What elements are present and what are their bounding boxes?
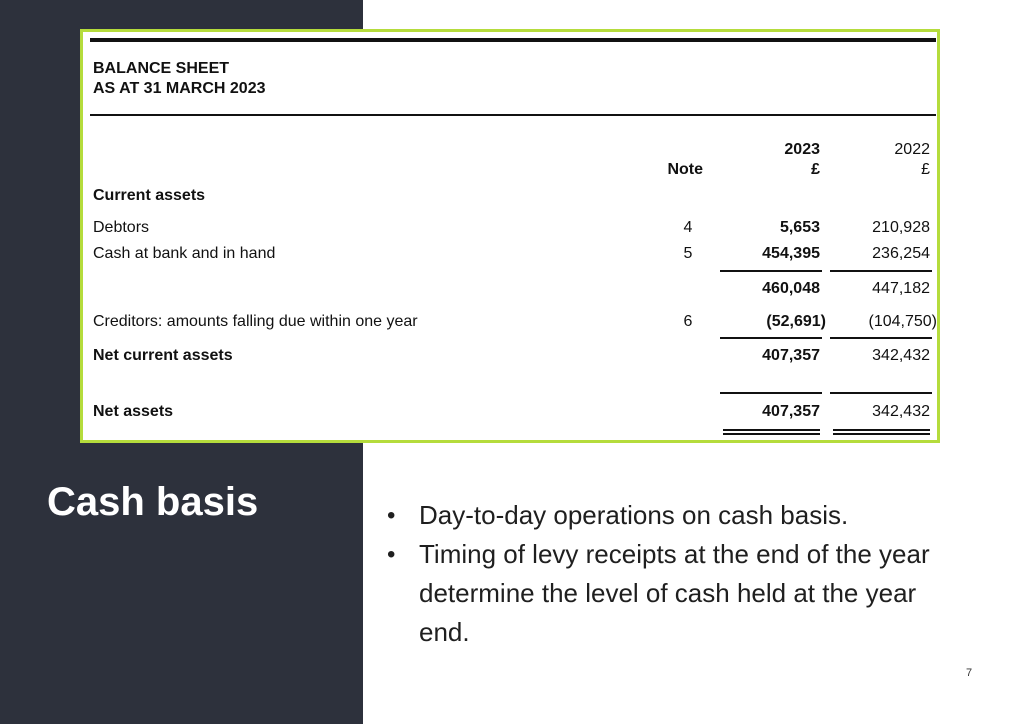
header-currency-2022: £	[921, 161, 930, 178]
slide-title: Cash basis	[47, 480, 259, 524]
net-current-rule-2023	[720, 337, 822, 339]
header-year-2023: 2023	[784, 141, 820, 158]
row-net-current-assets-2022: 342,432	[872, 347, 930, 364]
page-number: 7	[966, 667, 973, 679]
bullet-item	[383, 535, 953, 652]
row-cash-note: 5	[683, 245, 693, 262]
row-creditors-2022: (104,750)	[868, 313, 937, 330]
row-debtors-label: Debtors	[93, 219, 150, 236]
balance-sheet-title-line2: AS AT 31 MARCH 2023	[93, 80, 266, 97]
header-year-2022: 2022	[894, 141, 930, 158]
balance-sheet-title	[93, 59, 266, 99]
row-current-assets-label: Current assets	[93, 187, 206, 204]
row-net-assets-2022: 342,432	[872, 403, 930, 420]
row-subtotal-2023: 460,048	[762, 280, 820, 297]
title-underline	[90, 114, 936, 116]
double-rule-2022-a	[833, 429, 930, 431]
bullet-dot: •	[387, 502, 396, 529]
row-net-current-assets-label: Net current assets	[93, 347, 233, 364]
bullet-text: Timing of levy receipts at the end of the year determine the level of cash held at the year end.	[419, 539, 930, 647]
row-creditors-2023: (52,691)	[766, 313, 826, 330]
double-rule-2023-a	[723, 429, 820, 431]
row-debtors-2022: 210,928	[872, 219, 930, 236]
row-cash-2023: 454,395	[762, 245, 820, 262]
double-rule-2023-b	[723, 433, 820, 435]
net-assets-rule-2023	[720, 392, 822, 394]
bullet-text: Day-to-day operations on cash basis.	[419, 500, 849, 530]
subtotal-rule-2022	[830, 270, 932, 272]
top-thick-rule	[90, 38, 936, 42]
net-current-rule-2022	[830, 337, 932, 339]
row-cash-label: Cash at bank and in hand	[93, 245, 276, 262]
header-currency-2023: £	[811, 161, 820, 178]
bullet-list	[383, 496, 953, 652]
row-net-assets-2023: 407,357	[762, 403, 820, 420]
row-debtors-2023: 5,653	[779, 219, 820, 236]
row-cash-2022: 236,254	[872, 245, 930, 262]
double-rule-2022-b	[833, 433, 930, 435]
bullet-dot: •	[387, 541, 396, 568]
balance-sheet-image	[80, 29, 940, 443]
row-creditors-label: Creditors: amounts falling due within one year	[93, 313, 418, 330]
row-net-current-assets-2023: 407,357	[762, 347, 820, 364]
net-assets-rule-2022	[830, 392, 932, 394]
header-note: Note	[667, 161, 703, 178]
row-debtors-note: 4	[683, 219, 693, 236]
bullet-item	[383, 496, 953, 535]
row-subtotal-2022: 447,182	[872, 280, 930, 297]
row-net-assets-label: Net assets	[93, 403, 174, 420]
subtotal-rule-2023	[720, 270, 822, 272]
row-creditors-note: 6	[683, 313, 693, 330]
balance-sheet-title-line1: BALANCE SHEET	[93, 60, 230, 77]
